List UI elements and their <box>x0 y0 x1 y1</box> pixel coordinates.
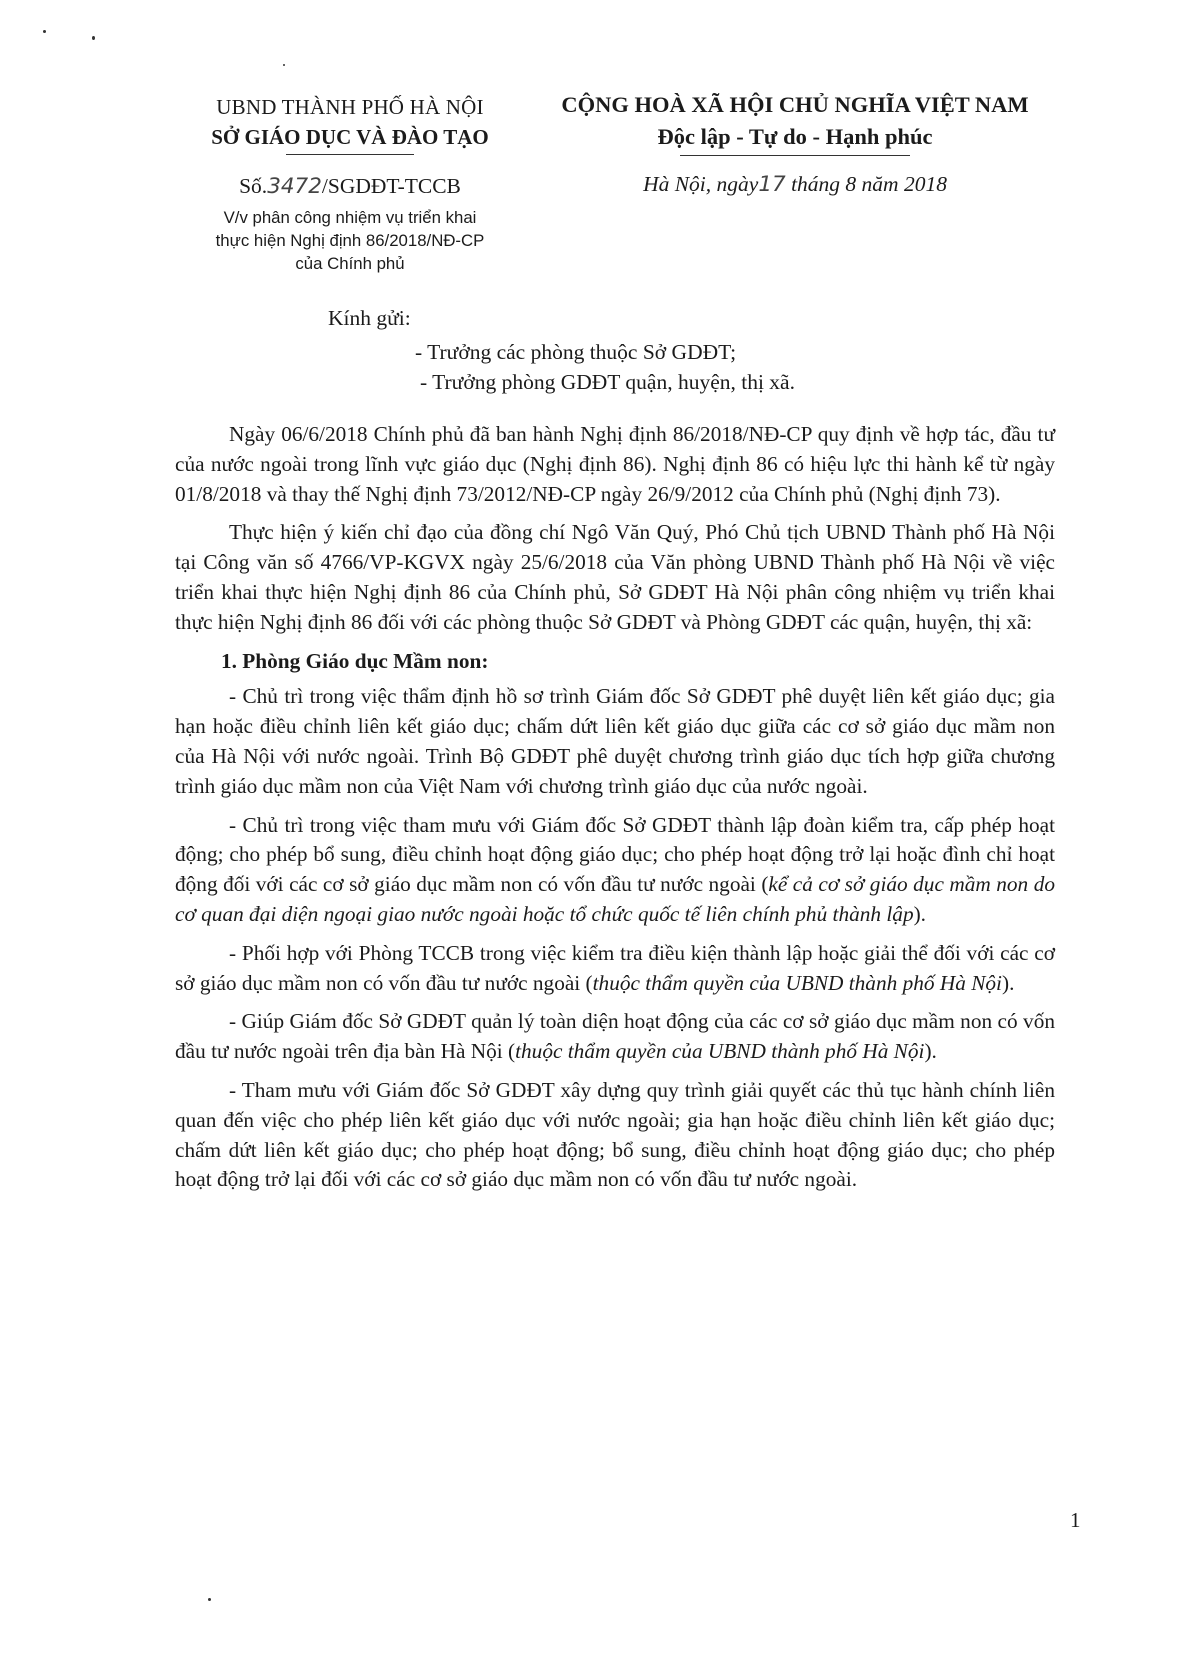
date-suffix: tháng 8 năm 2018 <box>791 172 947 196</box>
subject-line: V/v phân công nhiệm vụ triển khai <box>223 208 477 227</box>
scan-speck <box>43 30 46 33</box>
scan-speck <box>92 36 95 40</box>
scan-speck <box>283 64 285 66</box>
task-item-text: - Giúp Giám đốc Sở GDĐT quản lý toàn diện hoạt động của các cơ sở giáo dục mầm non có vốn đầu tư nước ngoài trên địa bàn Hà Nội ( <box>175 1009 1055 1064</box>
country-name: CỘNG HOÀ XÃ HỘI CHỦ NGHĨA VIỆT NAM <box>561 92 1029 117</box>
document-number <box>185 174 515 199</box>
handwritten-day: 17 <box>758 172 786 197</box>
page-number: 1 <box>1070 1508 1081 1532</box>
task-item <box>175 939 1055 999</box>
subject-line: thực hiện Nghị định 86/2018/NĐ-CP <box>215 231 485 250</box>
task-item-end: ). <box>913 901 927 926</box>
document-date <box>560 172 1030 197</box>
body-paragraph: Thực hiện ý kiến chỉ đạo của đồng chí Ngô Văn Quý, Phó Chủ tịch UBND Thành phố Hà Nội tại Công văn số 4766/VP-KGVX ngày 25/6/2018 của Văn phòng UBND Thành phố Hà Nội về việc triển khai thực hiện Nghị định 86 của Chính phủ, Sở GDĐT Hà Nội phân công nhiệm vụ triển khai thực hiện Nghị định 86 đối với các phòng thuộc Sở GDĐT và Phòng GDĐT các quận, huyện, thị xã: <box>175 520 1055 634</box>
section-heading: 1. Phòng Giáo dục Mầm non: <box>221 648 489 673</box>
task-item-end: ). <box>924 1039 937 1064</box>
document-subject <box>170 206 530 275</box>
issuing-authority <box>185 92 515 155</box>
national-motto: Độc lập - Tự do - Hạnh phúc <box>657 124 933 149</box>
document-body <box>175 420 1055 1204</box>
task-item: - Chủ trì trong việc thẩm định hồ sơ trình Giám đốc Sở GDĐT phê duyệt liên kết giáo dục; gia hạn hoặc điều chỉnh liên kết giáo dục; chấm dứt liên kết giáo dục giữa các cơ sở giáo dục mầm non của Hà Nội với nước ngoài. Trình Bộ GDĐT phê duyệt chương trình giáo dục tích hợp giữa chương trình giáo dục mầm non của Việt Nam với chương trình giáo dục của nước ngoài. <box>175 684 1055 798</box>
task-item <box>175 1007 1055 1067</box>
handwritten-number: 3472 <box>267 174 322 199</box>
scan-speck <box>208 1598 211 1601</box>
date-prefix: Hà Nội, ngày <box>643 172 759 196</box>
task-item-note: kể cả cơ sở giáo dục mầm non do cơ quan đại diện ngoại giao nước ngoài hoặc tổ chức quốc tế liên chính phủ thành lập <box>175 872 1055 926</box>
document-number-suffix: /SGDĐT-TCCB <box>321 174 461 198</box>
national-title <box>535 88 1055 156</box>
task-item-end: ). <box>1001 970 1015 995</box>
task-item-note: thuộc thẩm quyền của UBND thành phố Hà Nội <box>515 1039 925 1064</box>
task-item <box>175 811 1055 930</box>
recipient-item: - Trưởng các phòng thuộc Sở GDĐT; <box>415 340 737 364</box>
task-item-text: - Chủ trì trong việc tham mưu với Giám đốc Sở GDĐT thành lập đoàn kiểm tra, cấp phép hoạt động; cho phép bổ sung, điều chỉnh hoạt động giáo dục; cho phép hoạt động trở lại hoặc đình chỉ hoạt động đối với các cơ sở giáo dục mầm non có vốn đầu tư nước ngoài ( <box>175 812 1055 897</box>
task-item-text: - Phối hợp với Phòng TCCB trong việc kiểm tra điều kiện thành lập hoặc giải thể đối với các cơ sở giáo dục mầm non có vốn đầu tư nước ngoài ( <box>175 940 1055 995</box>
document-number-prefix: Số. <box>239 174 268 198</box>
header-underline-left <box>286 154 414 155</box>
task-item-note: thuộc thẩm quyền của UBND thành phố Hà Nội <box>592 970 1002 995</box>
header-underline-right <box>680 155 910 156</box>
agency-name: UBND THÀNH PHỐ HÀ NỘI <box>216 95 484 119</box>
body-paragraph: Ngày 06/6/2018 Chính phủ đã ban hành Nghị định 86/2018/NĐ-CP quy định về hợp tác, đầu tư của nước ngoài trong lĩnh vực giáo dục (Nghị định 86). Nghị định 86 có hiệu lực thi hành kể từ ngày 01/8/2018 và thay thế Nghị định 73/2012/NĐ-CP ngày 26/9/2012 của Chính phủ (Nghị định 73). <box>175 422 1055 506</box>
subject-line: của Chính phủ <box>295 254 405 273</box>
department-name: SỞ GIÁO DỤC VÀ ĐÀO TẠO <box>211 125 489 149</box>
task-item: - Tham mưu với Giám đốc Sở GDĐT xây dựng quy trình giải quyết các thủ tục hành chính liên quan đến việc cho phép liên kết giáo dục với nước ngoài; gia hạn hoặc điều chỉnh liên kết giáo dục; chấm dứt liên kết giáo dục; cho phép hoạt động; bổ sung, điều chỉnh hoạt động giáo dục; cho phép hoạt động trở lại đối với các cơ sở giáo dục mầm non có vốn đầu tư nước ngoài. <box>175 1077 1055 1192</box>
salutation: Kính gửi: <box>328 306 411 330</box>
recipient-item: - Trưởng phòng GDĐT quận, huyện, thị xã. <box>420 370 795 394</box>
